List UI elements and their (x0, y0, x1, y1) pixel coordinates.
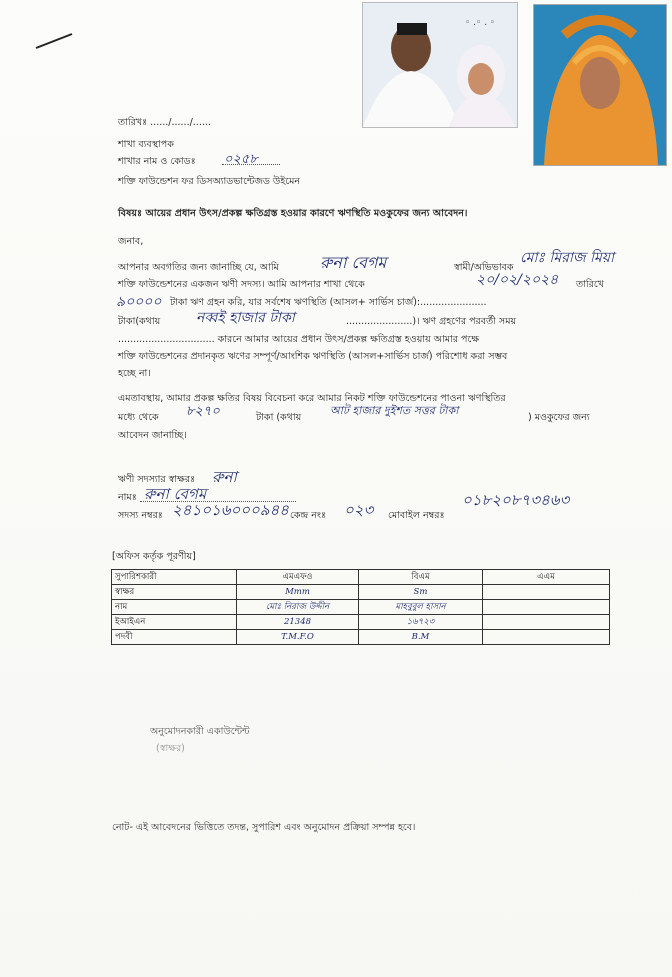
center-number: ০২৩ (344, 501, 374, 519)
body-p2-line-1: এমতাবস্থায়, আমার প্রকল্প ক্ষতির বিষয় বিবেচনা করে আমার নিকট শক্তি ফাউন্ডেশনের পাওনা ঋণস্থিতির (118, 393, 506, 404)
body-line-1b: স্বামী/অভিভাবক (454, 262, 514, 273)
office-row-ein (112, 615, 610, 630)
approver-label: অনুমোদনকারী একাউন্টেন্ট (150, 726, 250, 737)
body-p2-line-2c: ) মওকুফের জন্য (528, 412, 590, 423)
approver-signature-label: (স্বাক্ষর) (156, 743, 185, 754)
branch-code: ০২৫৮ (224, 152, 258, 167)
row-label: ইআইএন (112, 615, 237, 630)
body-line-4b: ......................)। ঋণ গ্রহণের পরবর্তী সময় (346, 316, 517, 327)
body-line-6: শক্তি ফাউন্ডেশনের প্রদানকৃত ঋণের সম্পূর্ণ/আংশিক ঋণস্থিতি (আসল+সার্ভিস চার্জ) পরিশোধ করা সম্ভব (118, 351, 508, 362)
body-line-7: হচ্ছে না। (118, 368, 151, 379)
header-mfo: এমএফও (237, 570, 359, 585)
salutation: জনাব, (118, 236, 144, 247)
member-signature: রুনা (212, 468, 237, 486)
center-label: কেন্দ্র নংঃ (290, 510, 327, 521)
office-heading: [অফিস কর্তৃক পূরণীয়] (112, 551, 196, 562)
am-ein (483, 615, 610, 630)
header-am: এএম (483, 570, 610, 585)
body-line-5: ................................ কারনে আমার আয়ের প্রধান উৎস/প্রকল্প ক্ষতিগ্রস্ত হওয়ায় আমার পক্ষে (118, 334, 480, 345)
subject-line: বিষয়ঃ আয়ের প্রধান উৎস/প্রকল্প ক্ষতিগ্রস্ত হওয়ার কারণে ঋণস্থিতি মওকুফের জন্য আবেদন। (118, 208, 468, 219)
applicant-photo (533, 4, 667, 166)
branch-code-line (222, 164, 280, 165)
applicant-name: রুনা বেগম (320, 253, 387, 272)
body-p2-line-2a: মধ্যে থেকে (118, 412, 159, 423)
recipient-title: শাখা ব্যবস্থাপক (118, 139, 174, 150)
svg-text:◦ .◦ . ◦: ◦ .◦ . ◦ (465, 18, 496, 28)
bm-name: মাহবুবুল হাসান (359, 600, 483, 615)
guardian-name: মোঃ মিরাজ মিয়া (520, 250, 615, 266)
body-line-3: টাকা ঋণ গ্রহন করি, যার সর্বশেষ ঋণস্থিতি (আসল+ সার্ভিস চার্জ):...................... (170, 297, 487, 308)
amount-in-words: নব্বই হাজার টাকা (196, 310, 295, 326)
body-p2-line-3: আবেদন জানাচ্ছি। (118, 430, 187, 441)
member-name-label: নামঃ (118, 492, 137, 503)
loan-amount: ৯০০০০ (116, 294, 162, 310)
loan-date: ২০/০২/২০২৪ (476, 272, 559, 288)
body-line-2a: শক্তি ফাউন্ডেশনের একজন ঋণী সদস্য। আমি আপনার শাখা থেকে (118, 279, 365, 290)
footer-note: নোট- এই আবেদনের ভিত্তিতে তদন্ত, সুপারিশ এবং অনুমোদন প্রক্রিয়া সম্পন্ন হবে। (112, 822, 416, 833)
office-table (111, 569, 610, 645)
member-number-label: সদস্য নম্বরঃ (118, 510, 163, 521)
mfo-designation: T.M.F.O (237, 630, 359, 645)
header-recommender: সুপারিশকারী (112, 570, 237, 585)
row-label: স্বাক্ষর (112, 585, 237, 600)
pen-mark (34, 30, 76, 52)
am-signature (483, 585, 610, 600)
branch-label: শাখার নাম ও কোডঃ (118, 156, 196, 167)
am-name (483, 600, 610, 615)
office-row-name (112, 600, 610, 615)
org-line: শক্তি ফাউন্ডেশন ফর ডিসঅ্যাডভান্টেজড উইমেন (118, 176, 301, 187)
am-designation (483, 630, 610, 645)
member-number: ২৪১০১৬০০০৯৪৪ (172, 501, 289, 519)
header-bm: বিএম (359, 570, 483, 585)
bm-designation: B.M (359, 630, 483, 645)
mobile-label: মোবাইল নম্বরঃ (388, 510, 445, 521)
mobile-number: ০১৮২০৮৭৩৪৬৩ (462, 491, 570, 509)
body-line-2b: তারিখে (576, 279, 604, 290)
office-table-header (112, 570, 610, 585)
member-signature-label: ঋণী সদস্যার স্বাক্ষরঃ (118, 474, 196, 485)
mfo-signature: Mmm (237, 585, 359, 600)
couple-photo (362, 2, 518, 128)
office-row-signature (112, 585, 610, 600)
mfo-name: মোঃ নিরাজ উদ্দীন (237, 600, 359, 615)
mfo-ein: 21348 (237, 615, 359, 630)
bm-ein: ১৬৭২৩ (359, 615, 483, 630)
body-line-1a: আপনার অবগতির জন্য জানাচ্ছি যে, আমি (118, 262, 279, 273)
waiver-in-words: আট হাজার দুইশত সত্তর টাকা (330, 404, 459, 417)
office-row-designation (112, 630, 610, 645)
body-line-4a: টাকা(কথায় (118, 316, 161, 327)
bm-signature: Sm (359, 585, 483, 600)
date-line: তারিখঃ ....../....../...... (118, 117, 211, 128)
row-label: নাম (112, 600, 237, 615)
waiver-amount: ৮২৭০ (186, 404, 220, 419)
row-label: পদবী (112, 630, 237, 645)
member-name: রুনা বেগম (144, 485, 207, 503)
body-p2-line-2b: টাকা (কথায় (256, 412, 302, 423)
